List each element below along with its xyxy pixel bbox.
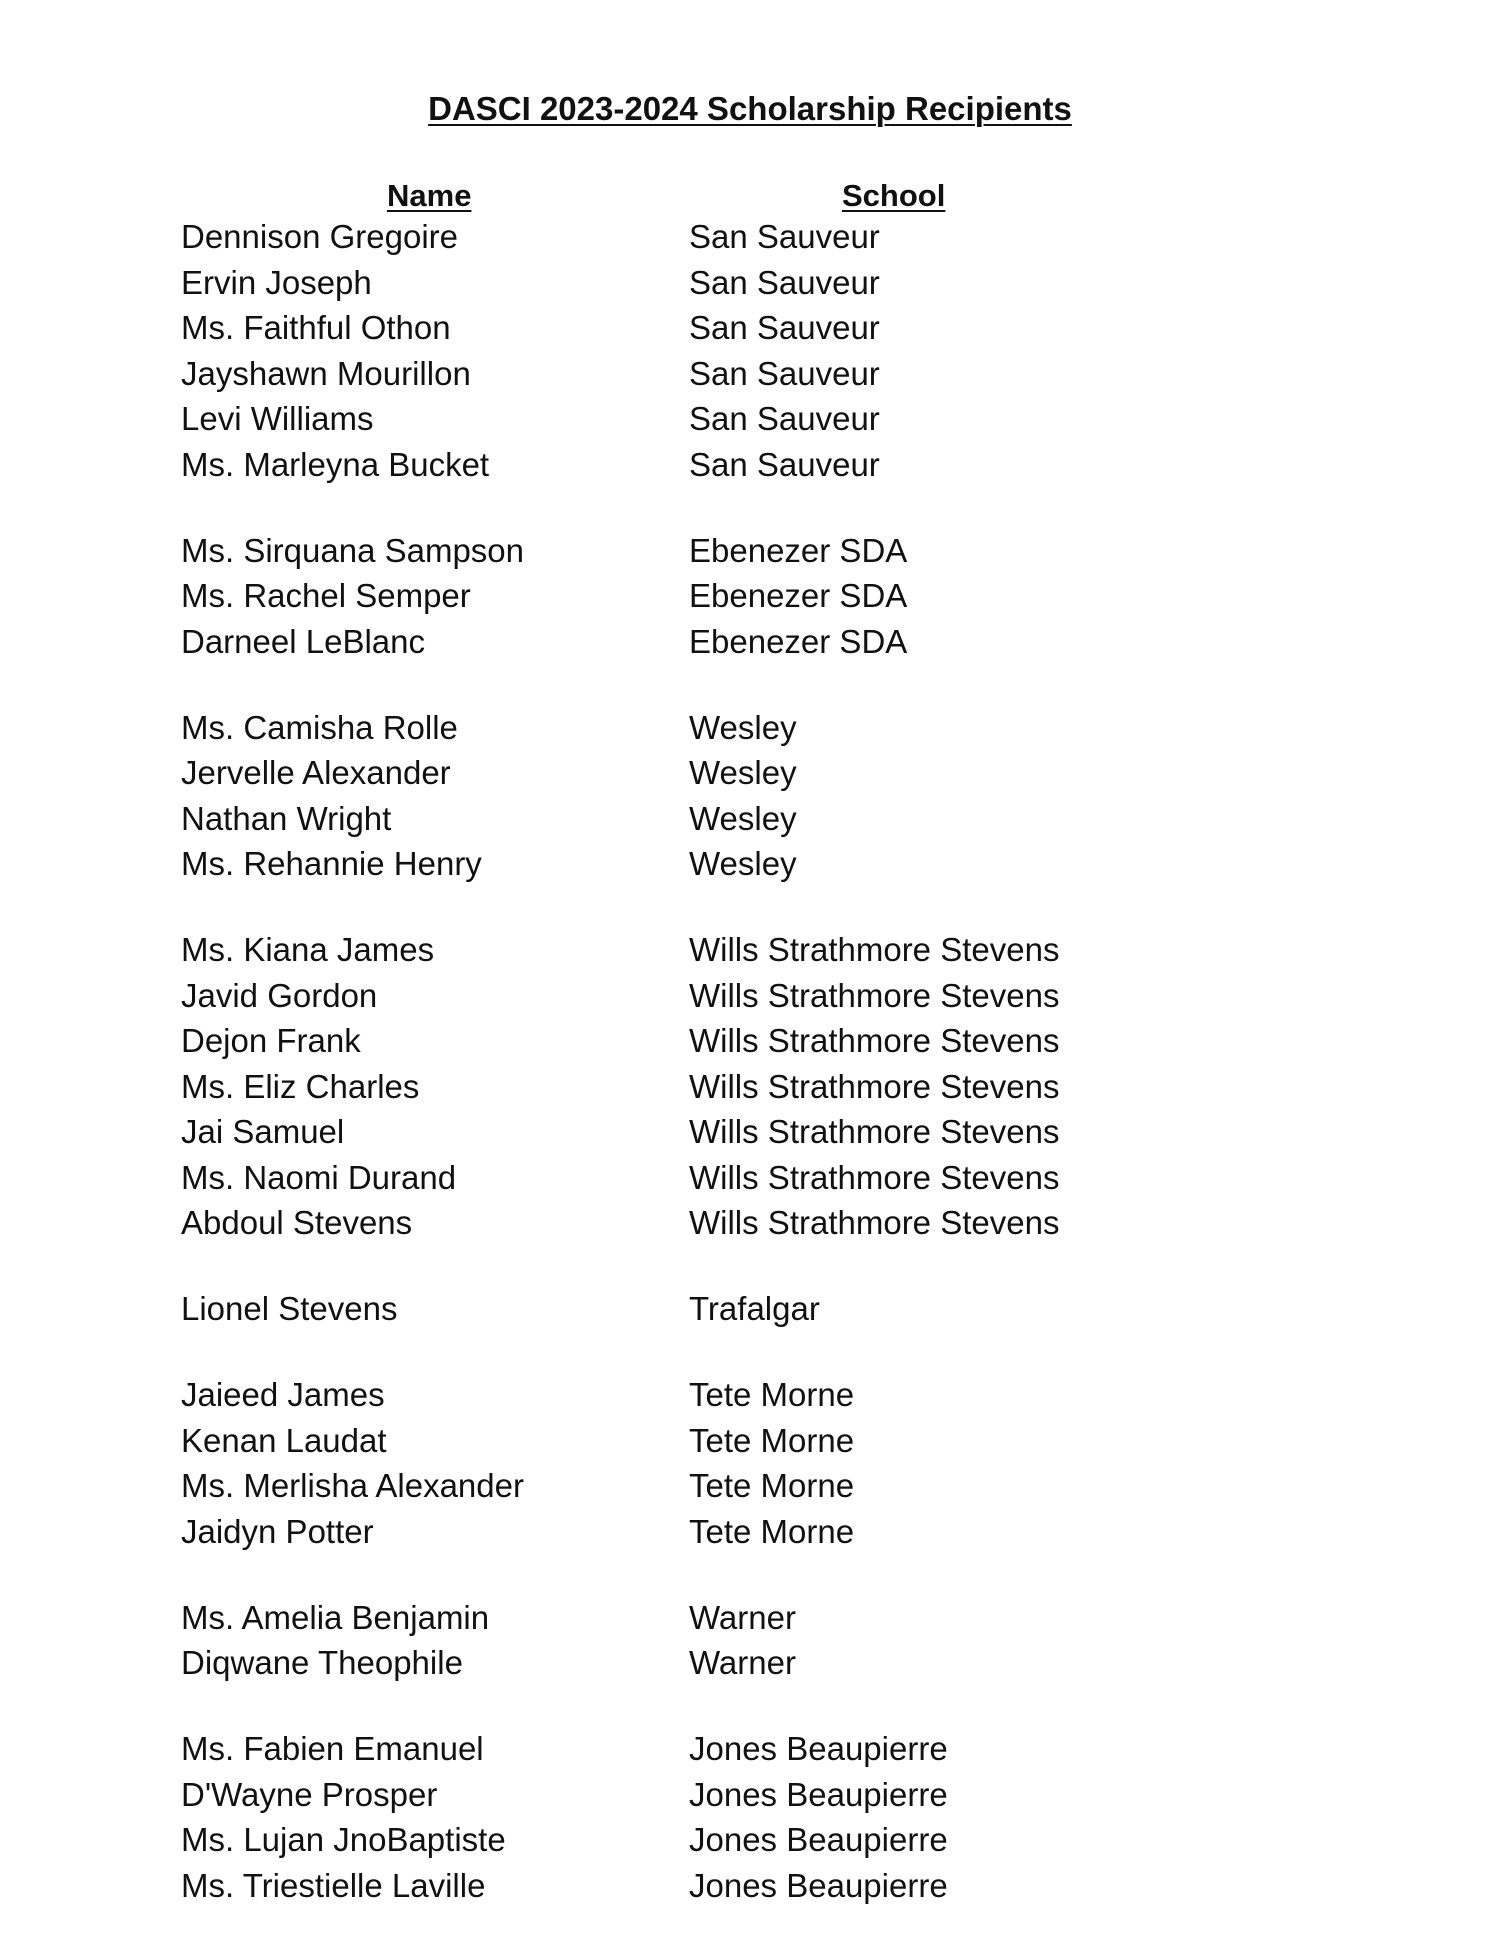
school-column-header: School [842,178,946,213]
recipient-name: Jai Samuel [181,1113,345,1150]
recipient-name: Ervin Joseph [181,263,372,301]
document-title: DASCI 2023-2024 Scholarship Recipients [428,90,1072,127]
recipient-name: Ms. Rachel Semper [181,577,471,614]
recipient-name: Ms. Lujan JnoBaptiste [181,1821,506,1858]
recipient-school: Wesley [689,845,797,882]
recipient-school: San Sauveur [689,218,880,255]
recipient-name: Javid Gordon [181,976,378,1014]
recipient-name: Ms. Faithful Othon [181,309,451,346]
recipient-school: Ebenezer SDA [689,622,908,660]
recipient-name: Levi Williams [181,400,374,437]
recipient-school: Wills Strathmore Stevens [689,1022,1060,1059]
recipient-school: Jones Beaupierre [689,1730,948,1767]
recipient-name: Ms. Amelia Benjamin [181,1598,490,1636]
recipient-school: Wills Strathmore Stevens [689,976,1060,1014]
recipient-school: Wesley [689,754,797,791]
recipient-name: Nathan Wright [181,799,392,837]
recipient-school: San Sauveur [689,445,880,483]
recipient-name: Ms. Sirquana Sampson [181,531,525,569]
recipient-school: Tete Morne [689,1467,855,1504]
recipient-name: Dennison Gregoire [181,218,458,255]
recipient-school: Wills Strathmore Stevens [689,1204,1060,1241]
recipient-name: Ms. Fabien Emanuel [181,1730,484,1767]
name-column-header: Name [387,178,472,213]
recipient-school: Wills Strathmore Stevens [689,1158,1060,1196]
recipient-school: Ebenezer SDA [689,531,908,569]
recipient-school: San Sauveur [689,400,880,437]
recipient-school: Jones Beaupierre [689,1821,948,1858]
recipient-school: Tete Morne [689,1376,855,1413]
recipient-name: Ms. Rehannie Henry [181,845,482,882]
recipient-school: Tete Morne [689,1512,855,1550]
recipient-name: Abdoul Stevens [181,1204,413,1241]
recipient-name: Dejon Frank [181,1022,361,1059]
recipient-school: San Sauveur [689,309,880,346]
recipient-school: Warner [689,1644,796,1681]
recipient-name: Jervelle Alexander [181,754,451,791]
recipient-school: Wills Strathmore Stevens [689,931,1060,968]
recipient-name: Lionel Stevens [181,1290,398,1327]
recipient-name: D'Wayne Prosper [181,1775,438,1813]
recipient-school: Trafalgar [689,1290,820,1327]
recipient-school: Tete Morne [689,1421,855,1459]
recipient-school: Wesley [689,708,797,746]
recipient-name: Jayshawn Mourillon [181,354,471,392]
recipient-school: Wills Strathmore Stevens [689,1113,1060,1150]
recipient-school: Warner [689,1598,796,1636]
recipient-name: Ms. Naomi Durand [181,1158,457,1196]
recipient-name: Ms. Marleyna Bucket [181,445,490,483]
recipient-name: Ms. Kiana James [181,931,435,968]
recipient-school: Jones Beaupierre [689,1775,948,1813]
recipient-name: Jaidyn Potter [181,1512,374,1550]
recipient-school: San Sauveur [689,354,880,392]
recipient-name: Kenan Laudat [181,1421,387,1459]
recipient-school: Jones Beaupierre [689,1866,948,1904]
recipient-name: Ms. Camisha Rolle [181,708,458,746]
recipient-name: Diqwane Theophile [181,1644,463,1681]
recipient-name: Ms. Eliz Charles [181,1067,420,1105]
recipient-name: Ms. Merlisha Alexander [181,1467,524,1504]
recipient-name: Darneel LeBlanc [181,622,425,660]
recipient-school: Wesley [689,799,797,837]
recipient-name: Ms. Triestielle Laville [181,1866,486,1904]
recipient-name: Jaieed James [181,1376,385,1413]
recipient-school: San Sauveur [689,263,880,301]
recipient-school: Wills Strathmore Stevens [689,1067,1060,1105]
recipient-school: Ebenezer SDA [689,577,908,614]
